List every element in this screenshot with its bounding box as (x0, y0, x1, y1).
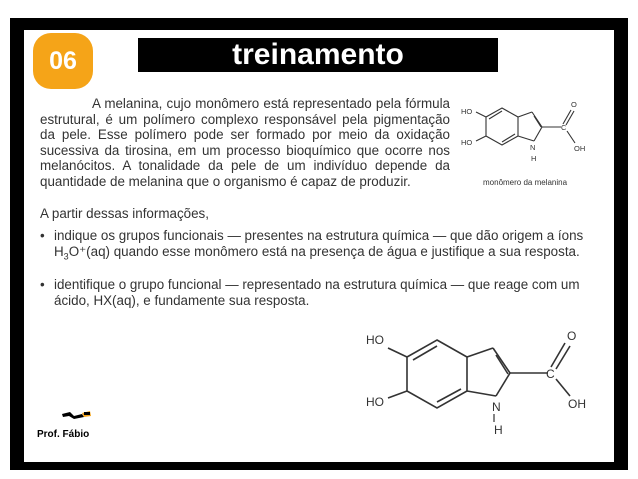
hydroxyl-label: HO (366, 395, 384, 409)
author-name: Prof. Fábio (37, 429, 90, 440)
molecule-caption: monômero da melanina (483, 178, 568, 187)
melanin-monomer-structure-large (360, 318, 600, 440)
question-lead: A partir dessas informações, (40, 206, 209, 221)
diver-logo-icon (60, 408, 94, 426)
page-title: treinamento (138, 38, 498, 72)
bullet-text-2: identifique o grupo funcional — representado na estrutura química — que reage com um ácido, HX(aq), e fundamente sua resposta. (54, 277, 580, 308)
question-paragraph (40, 96, 450, 190)
bullet-dot: • (40, 277, 45, 292)
melanin-monomer-structure-small (458, 94, 608, 179)
hydroxyl-label: HO (461, 107, 473, 116)
carbon-label: C (561, 123, 567, 132)
bullet-dot: • (40, 228, 45, 243)
nitrogen-label: N (530, 143, 536, 152)
hydrogen-label: H (531, 154, 537, 163)
hydroxyl-label: OH (574, 144, 586, 153)
bullet-item-2 (40, 277, 595, 308)
bullet-item-1 (40, 228, 595, 265)
hydroxyl-label: HO (461, 138, 473, 147)
nitrogen-label: N (492, 400, 501, 414)
oxygen-label: O (567, 329, 577, 343)
hydroxyl-label: OH (568, 397, 586, 411)
question-number-badge: 06 (33, 33, 93, 89)
paragraph-text: A melanina, cujo monômero está representado pela fórmula estrutural, é um polímero complexo responsável pela pigmentação da pele. Esse polímero pode ser formado por meio da oxidação sucessiva da tirosina, em um processo bioquímico que ocorre nos melanócitos. A tonalidade da pele de um indivíduo depende da quantidade de melanina que o organismo é capaz de produzir. (40, 96, 450, 189)
bullet-text-1: indique os grupos funcionais — presentes na estrutura química — que dão origem a íons $H_3O^+(aq)$ quando esse monômero está na presença de água e justifique a sua resposta. (54, 228, 584, 262)
carbon-label: C (546, 367, 555, 381)
oxygen-label: O (571, 100, 577, 109)
hydrogen-label: H (494, 423, 503, 437)
hydroxyl-label: HO (366, 333, 384, 347)
